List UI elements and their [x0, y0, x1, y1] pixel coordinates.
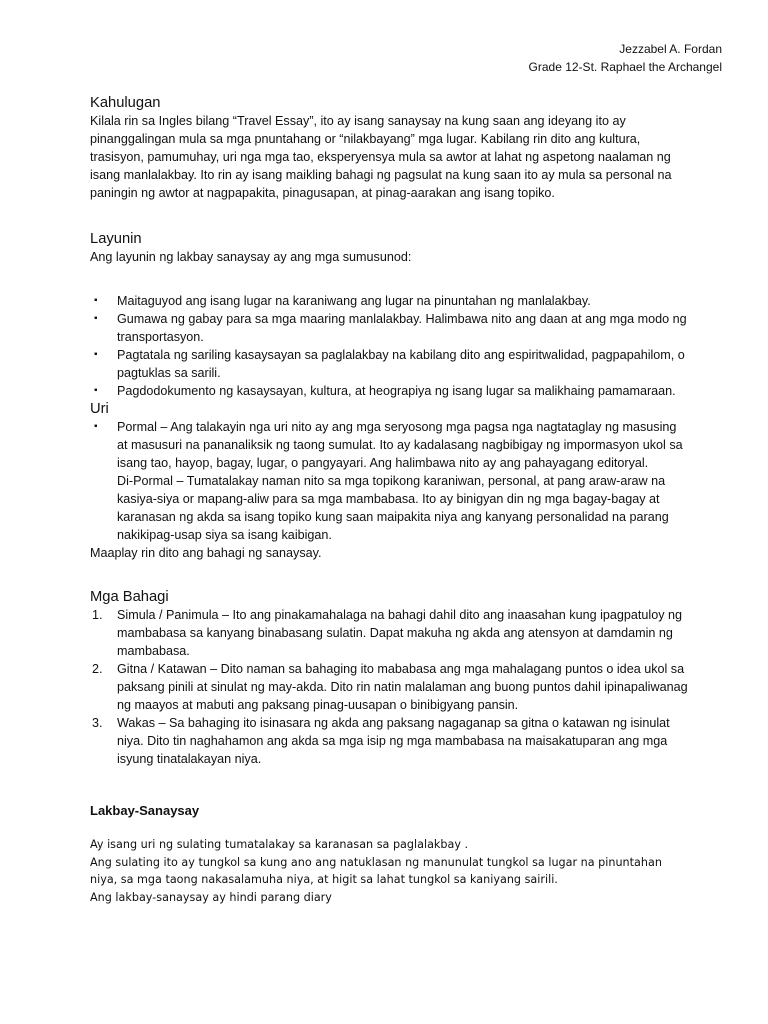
lakbay-line: Ay isang uri ng sulating tumatalakay sa karanasan sa paglalakbay . — [90, 838, 469, 851]
list-item: ▪ Maitaguyod ang isang lugar na karaniwang ang lugar na pinuntahan ng manlalakbay. — [90, 292, 690, 310]
uri-list — [90, 418, 690, 472]
list-item: ▪ Gumawa ng gabay para sa mga maaring manlalakbay. Halimbawa nito ang daan at ang mga modo ng transportasyon. — [90, 310, 690, 346]
layunin-intro: Ang layunin ng lakbay sanaysay ay ang mga sumusunod: — [90, 250, 412, 264]
document-body — [90, 94, 690, 906]
kahulugan-section — [90, 94, 690, 202]
list-number: 3. — [92, 716, 103, 730]
lakbay-sanaysay-heading: Lakbay-Sanaysay — [90, 803, 200, 818]
list-item — [90, 660, 690, 714]
layunin-list — [90, 292, 690, 400]
list-number: 1. — [92, 608, 103, 622]
author-name: Jezzabel A. Fordan — [619, 42, 722, 56]
list-number: 2. — [92, 662, 103, 676]
lakbay-line: Ang sulating ito ay tungkol sa kung ano ang natuklasan ng manunulat tungkol sa lugar na pinuntahan niya, sa mga taong nakasalamuha niya, at higit sa lahat tungkol sa kaniyang sairili. — [90, 855, 662, 886]
uri-heading: Uri — [90, 401, 109, 417]
list-item — [90, 714, 690, 768]
grade-section: Grade 12-St. Raphael the Archangel — [528, 60, 722, 74]
dipormal-term: Di-Pormal — [117, 474, 173, 488]
list-item: ▪ Pagdodokumento ng kasaysayan, kultura, at heograpiya ng isang lugar sa malikhaing pamamaraan. — [90, 382, 690, 400]
uri-footer: Maaplay rin dito ang bahagi ng sanaysay. — [90, 546, 322, 560]
lakbay-sanaysay-section — [90, 802, 690, 906]
dipormal-paragraph — [90, 472, 690, 544]
kahulugan-paragraph: Kilala rin sa Ingles bilang “Travel Essay”, ito ay isang sanaysay na kung saan ang ideyang ito ay pinanggalingan mula sa mga pnuntahang or “nilakbayang” mga lugar. Kabilang rin dito ang kultura, trasisyon, pamumuhay, uri nga mga tao, eksperyensya mula sa awtor at lahat ng aspetong naalaman ng isang manlalakbay. Ito rin ay isang maikling bahagi ng pagsulat na kung saan ito ay mula sa personal na paningin ng awtor at nagpapakita, pinagusapan, at pinag-aarakan ang isang topiko. — [90, 114, 672, 200]
bahagi-list — [90, 606, 690, 768]
pormal-term: Pormal — [117, 420, 157, 434]
list-text: Simula / Panimula – Ito ang pinakamahalaga na bahagi dahil dito ang inaasahan kung ipagpatuloy ng mambabasa sa kanyang binabasang sulatin. Dapat makuha ng akda ang atensyon at damdamin ng mambabasa. — [117, 608, 683, 658]
layunin-section — [90, 230, 690, 400]
bahagi-heading: Mga Bahagi — [90, 589, 169, 605]
list-text: Wakas – Sa bahaging ito isinasara ng akda ang paksang nagaganap sa gitna o katawan ng isinulat niya. Dito tin naghahamon ang akda sa mga isip ng mga mambabasa na maisakatuparan ang mga isyung tinatalakayan niya. — [117, 716, 670, 766]
document-header — [529, 40, 722, 76]
lakbay-line: Ang lakbay-sanaysay ay hindi parang diary — [90, 890, 332, 904]
bahagi-section — [90, 588, 690, 768]
layunin-heading: Layunin — [90, 231, 142, 247]
list-text: Gitna / Katawan – Dito naman sa bahaging ito mababasa ang mga mahalagang puntos o idea ukol sa paksang pinili at sinulat ng may-akda. Dito rin natin malalaman ang buong puntos dahil ipinapaliwanag ng maayos at mabuti ang paksang pinag-uusapan o binibigyang pansin. — [117, 662, 688, 712]
list-item — [90, 606, 690, 660]
lakbay-sanaysay-text — [90, 836, 690, 906]
kahulugan-heading: Kahulugan — [90, 95, 161, 111]
uri-section — [90, 400, 690, 562]
dipormal-description: – Tumatalakay naman nito sa mga topikong karaniwan, personal, at pang araw-araw na kasiya-siya or mapang-aliw para sa mga mambabasa. Ito ay binigyan din ng mga bagay-bagay at karanasan ng akda sa isang topiko kung saan maipakita niya ang kanyang personalidad na parang nakikipag-usap siya sa isang kaibigan. — [117, 474, 669, 542]
list-item: ▪ Pagtatala ng sariling kasaysayan sa paglalakbay na kabilang dito ang espiritwalidad, pagpapahilom, o pagtuklas sa sarili. — [90, 346, 690, 382]
list-item — [90, 418, 690, 472]
pormal-description: – Ang talakayin nga uri nito ay ang mga seryosong mga pagsa nga nagtataglay ng masusing at masusuri na pananaliksik ng taong sumulat. Ito ay kadalasang nagbibigay ng impormasyon ukol sa isang tao, hayop, bagay, lugar, o pangyayari. Ang halimbawa nito ay ang pahayagang editoryal. — [117, 420, 683, 470]
